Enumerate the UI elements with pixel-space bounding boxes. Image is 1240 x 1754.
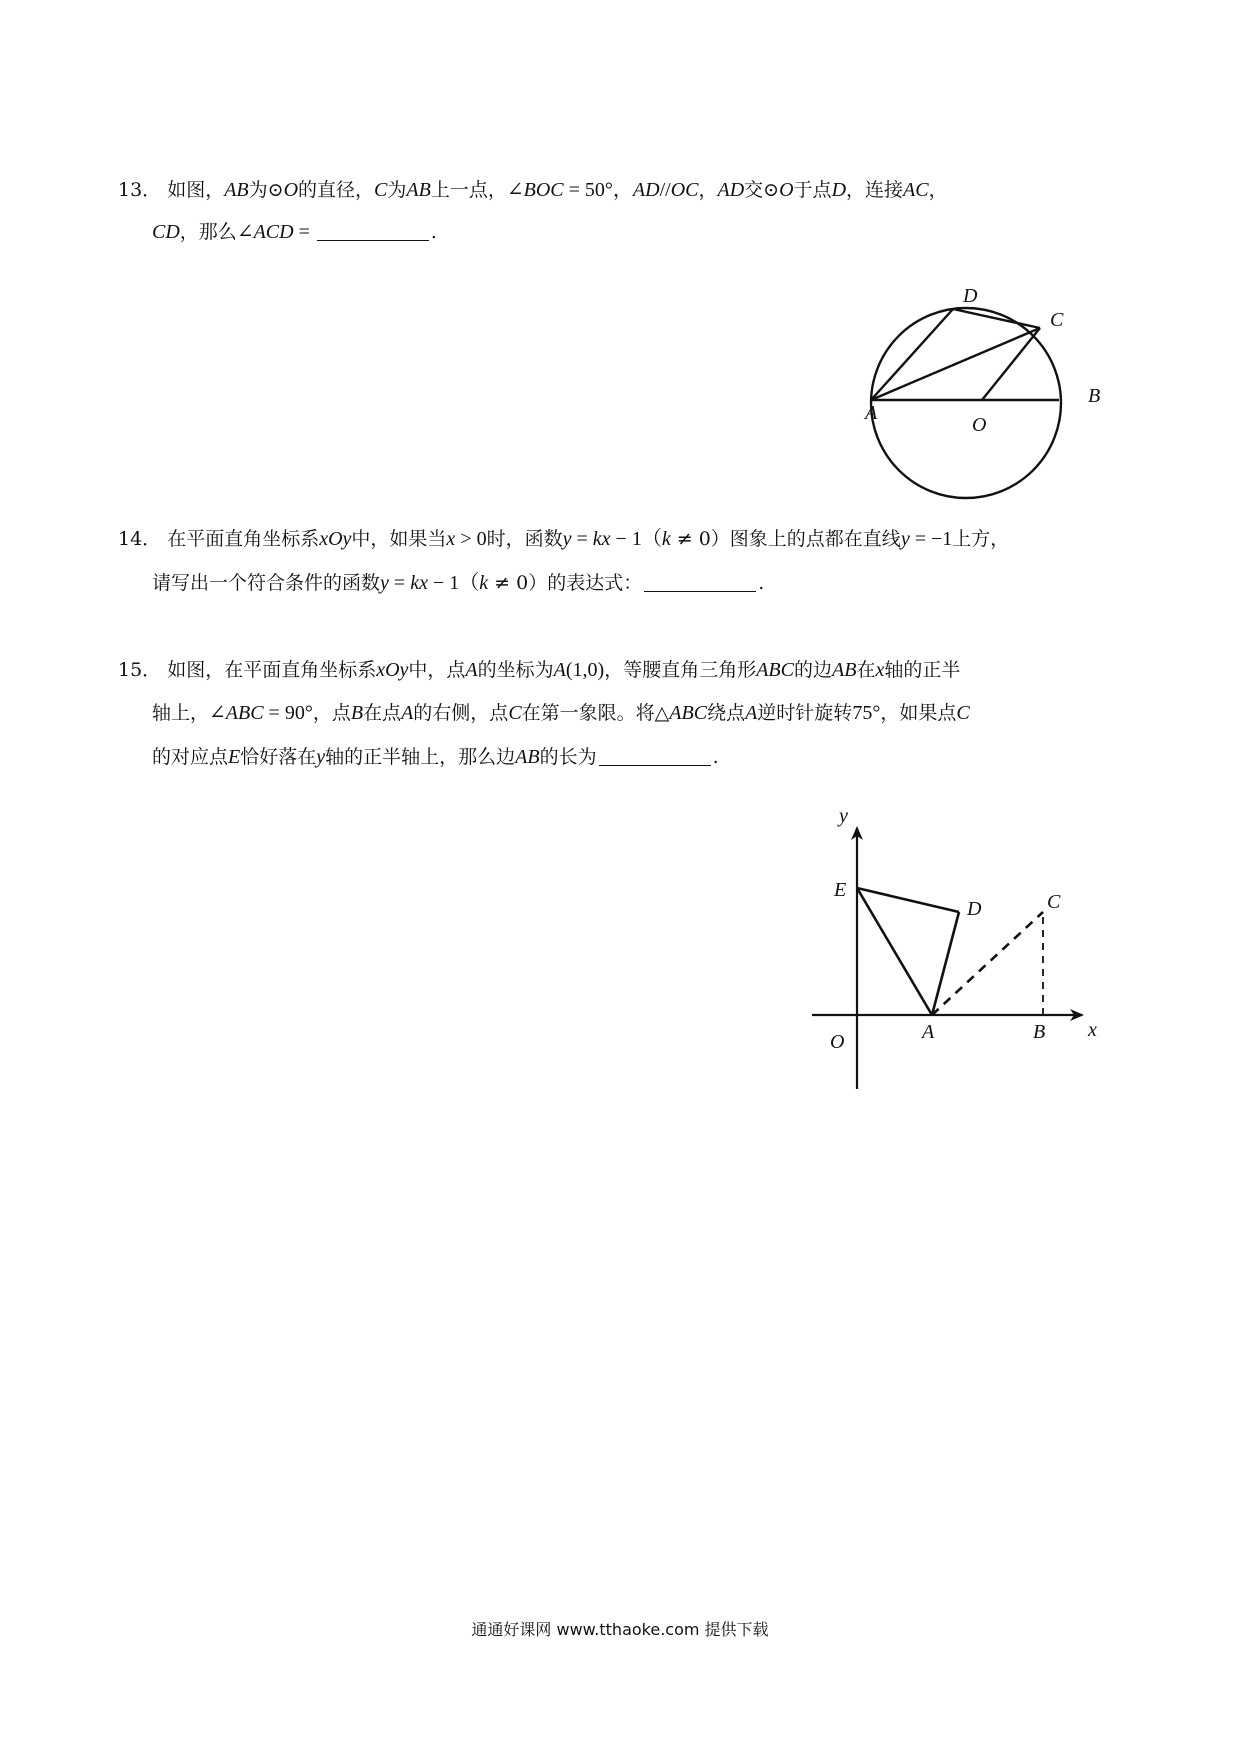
math: AB bbox=[515, 746, 540, 768]
text: 中，如果当 bbox=[351, 528, 447, 550]
text: 上一点， bbox=[430, 179, 507, 201]
label-a: A bbox=[865, 402, 878, 424]
math: AB bbox=[832, 659, 857, 681]
math: = bbox=[571, 528, 593, 550]
math: y bbox=[562, 528, 572, 550]
math: ABC bbox=[669, 702, 708, 724]
math: = bbox=[388, 572, 411, 594]
math: ABC bbox=[756, 659, 794, 681]
math: k bbox=[661, 528, 671, 550]
label-c: C bbox=[1047, 891, 1061, 913]
text: 轴上， bbox=[152, 702, 210, 724]
math: = 50°， bbox=[563, 179, 633, 201]
math: AB bbox=[224, 179, 249, 201]
math: O bbox=[779, 179, 794, 201]
label-x: x bbox=[1088, 1019, 1097, 1041]
text: 的对应点 bbox=[152, 746, 229, 768]
text: 绕点 bbox=[707, 702, 746, 724]
math: − 1（ bbox=[610, 528, 662, 550]
math: O bbox=[283, 179, 299, 201]
text: 轴的正半 bbox=[884, 659, 961, 681]
math: y bbox=[380, 572, 389, 594]
math: CD bbox=[152, 221, 180, 243]
math: 75° bbox=[852, 702, 881, 724]
segment-da bbox=[932, 912, 959, 1015]
math: ∠ABC bbox=[209, 702, 264, 724]
text: 的坐标为 bbox=[477, 659, 554, 681]
label-b: B bbox=[1088, 385, 1101, 407]
text: 在第一象限。将△ bbox=[521, 702, 670, 724]
text: 上方， bbox=[952, 528, 1010, 550]
math: x bbox=[875, 659, 885, 681]
math: A bbox=[745, 702, 758, 724]
text: 恰好落在 bbox=[240, 746, 317, 768]
footer: 通通好课网 www.tthaoke.com 提供下载 bbox=[471, 1620, 769, 1639]
math: = −1 bbox=[909, 528, 953, 550]
text: 在平面直角坐标系 bbox=[167, 528, 320, 550]
math: D bbox=[831, 179, 847, 201]
math: A bbox=[401, 702, 414, 724]
text: . bbox=[430, 221, 437, 243]
label-o: O bbox=[830, 1031, 845, 1053]
segment-ac-dashed bbox=[932, 912, 1043, 1015]
label-a: A bbox=[922, 1021, 935, 1043]
math: xOy bbox=[376, 659, 409, 681]
math: kx bbox=[592, 528, 611, 550]
text: ，连接 bbox=[846, 179, 904, 201]
text: 轴的正半轴上，那么边 bbox=[325, 746, 516, 768]
label-b: B bbox=[1033, 1021, 1046, 1043]
math: x bbox=[446, 528, 456, 550]
text: ，等腰直角三角形 bbox=[604, 659, 757, 681]
text: 的直径， bbox=[298, 179, 375, 201]
math: xOy bbox=[319, 528, 352, 550]
math: C bbox=[956, 702, 970, 724]
math: ∠BOC bbox=[506, 179, 564, 201]
question-number: 14． bbox=[118, 528, 162, 550]
math: C bbox=[374, 179, 388, 201]
text: 在点 bbox=[363, 702, 402, 724]
math: y bbox=[316, 746, 326, 768]
math: // bbox=[659, 179, 671, 201]
math: OC bbox=[670, 179, 699, 201]
text: 中，点 bbox=[408, 659, 466, 681]
math: (1,0) bbox=[565, 659, 605, 681]
text: 在 bbox=[856, 659, 876, 681]
math: = bbox=[293, 221, 315, 243]
text: 如图， bbox=[167, 179, 225, 201]
text: ，点 bbox=[312, 702, 351, 724]
text: ， bbox=[928, 179, 948, 201]
math: E bbox=[228, 746, 241, 768]
segment-ed bbox=[857, 888, 959, 912]
text: 的边 bbox=[794, 659, 833, 681]
label-e: E bbox=[834, 879, 847, 901]
math: > 0 bbox=[455, 528, 487, 550]
text: 的右侧，点 bbox=[413, 702, 509, 724]
text: 的长为 bbox=[539, 746, 597, 768]
text: ， bbox=[698, 179, 718, 201]
question-number: 15． bbox=[118, 659, 162, 681]
label-o: O bbox=[972, 414, 987, 436]
label-d: D bbox=[967, 898, 982, 920]
math: AB bbox=[406, 179, 431, 201]
text: 时，函数 bbox=[486, 528, 563, 550]
math: ∠ACD bbox=[236, 221, 294, 243]
label-c: C bbox=[1050, 309, 1064, 331]
text: 为 bbox=[387, 179, 407, 201]
text: 于点 bbox=[793, 179, 832, 201]
math: = 90° bbox=[263, 702, 313, 724]
text: . bbox=[758, 572, 765, 594]
math: AD bbox=[717, 179, 745, 201]
math: kx bbox=[410, 572, 428, 594]
math: − 1（ bbox=[427, 572, 480, 594]
text: 为⊙ bbox=[248, 179, 284, 201]
text: . bbox=[712, 746, 719, 768]
segment-ae bbox=[857, 888, 932, 1015]
math: AD bbox=[632, 179, 660, 201]
text: ，那么 bbox=[179, 221, 237, 243]
math: A bbox=[465, 659, 478, 681]
label-d: D bbox=[963, 285, 978, 307]
math: B bbox=[350, 702, 364, 724]
question-number: 13． bbox=[118, 179, 162, 201]
math: y bbox=[900, 528, 910, 550]
text: 逆时针旋转 bbox=[757, 702, 853, 724]
text: ，如果点 bbox=[880, 702, 957, 724]
text: 请写出一个符合条件的函数 bbox=[152, 572, 381, 594]
math: C bbox=[508, 702, 522, 724]
math: k bbox=[479, 572, 489, 594]
text: ≠ 0）图象上的点都在直线 bbox=[670, 528, 901, 550]
label-y: y bbox=[839, 805, 848, 827]
math: A bbox=[553, 659, 566, 681]
math: AC bbox=[903, 179, 929, 201]
text: ≠ 0）的表达式： bbox=[488, 572, 643, 594]
text: 交⊙ bbox=[744, 179, 780, 201]
text: 如图，在平面直角坐标系 bbox=[167, 659, 377, 681]
